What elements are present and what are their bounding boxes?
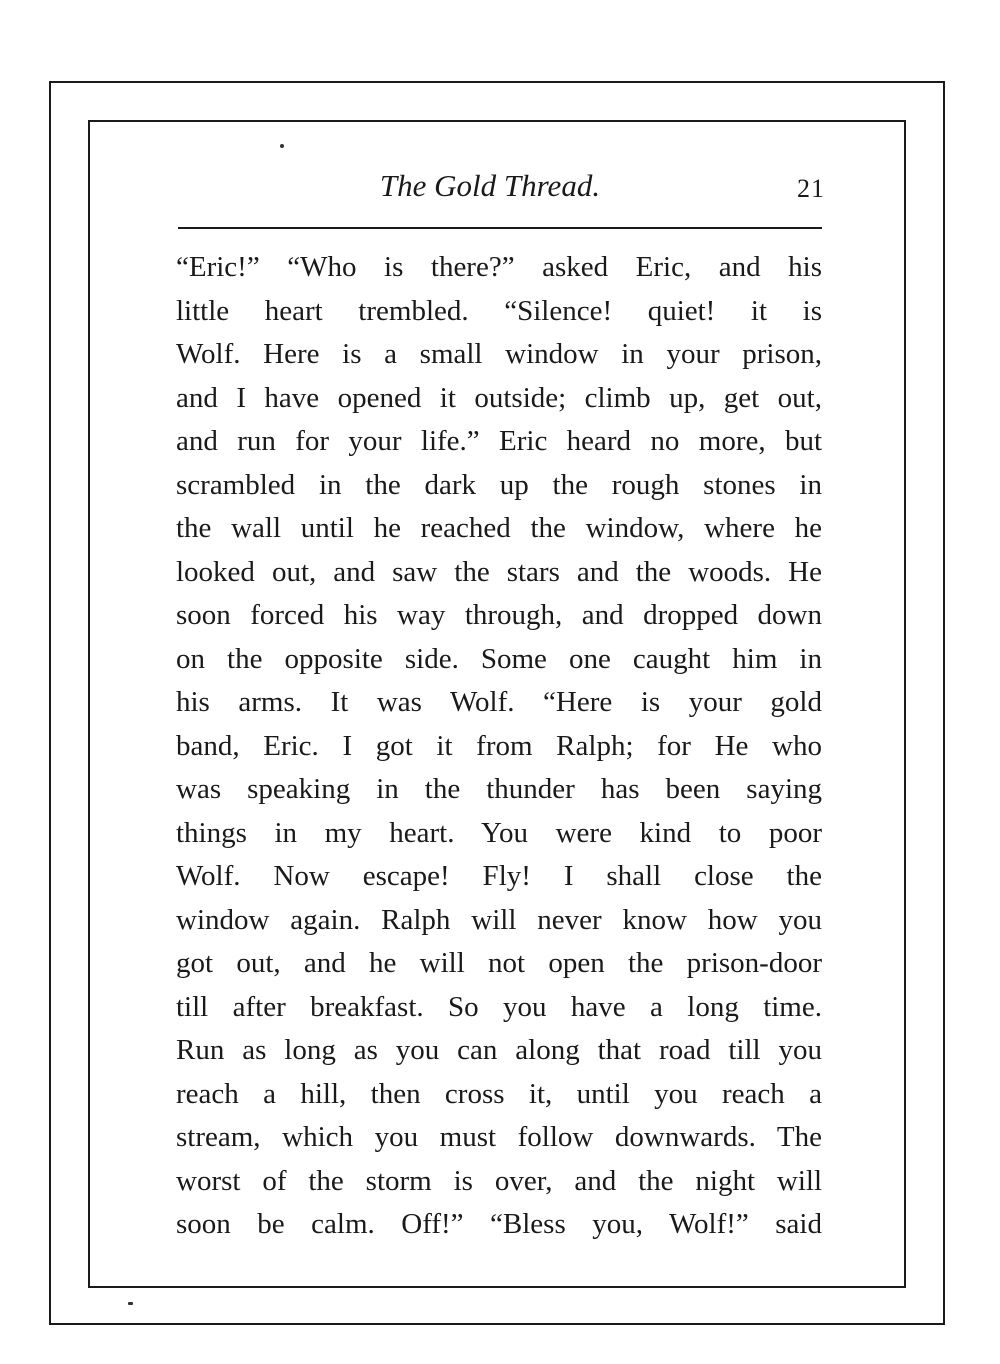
text-line: till after breakfast. So you have a long time. bbox=[176, 990, 822, 1023]
text-line: soon be calm. Off!” “Bless you, Wolf!” said bbox=[176, 1208, 822, 1240]
text-line: reach a hill, then cross it, until you reach a bbox=[176, 1077, 822, 1110]
text-line: the wall until he reached the window, where he bbox=[176, 512, 822, 544]
text-line: his arms. It was Wolf. “Here is your gold bbox=[176, 686, 822, 718]
text-line: and run for your life.” Eric heard no more, but bbox=[176, 425, 822, 457]
text-line: things in my heart. You were kind to poor bbox=[176, 816, 822, 849]
text-line: got out, and he will not open the prison-door bbox=[176, 947, 822, 979]
text-line: was speaking in the thunder has been saying bbox=[176, 773, 822, 805]
text-line: Wolf. Here is a small window in your prison, bbox=[176, 338, 822, 370]
page-number: 21 bbox=[797, 174, 825, 203]
text-line: scrambled in the dark up the rough stones in bbox=[176, 468, 822, 501]
header-rule bbox=[178, 227, 822, 229]
text-line: stream, which you must follow downwards. The bbox=[176, 1121, 822, 1153]
print-speck bbox=[280, 144, 284, 148]
running-title: The Gold Thread. bbox=[379, 168, 601, 203]
body-text bbox=[176, 246, 822, 1247]
text-line: on the opposite side. Some one caught him in bbox=[176, 642, 822, 675]
text-line: and I have opened it outside; climb up, get out, bbox=[176, 381, 822, 414]
text-line: worst of the storm is over, and the night will bbox=[176, 1164, 822, 1197]
print-speck bbox=[128, 1302, 133, 1305]
text-line: band, Eric. I got it from Ralph; for He who bbox=[176, 729, 822, 762]
text-line: soon forced his way through, and dropped down bbox=[176, 599, 822, 631]
text-line: Wolf. Now escape! Fly! I shall close the bbox=[176, 860, 822, 892]
text-line: looked out, and saw the stars and the woods. He bbox=[176, 555, 822, 588]
text-line: “Eric!” “Who is there?” asked Eric, and his bbox=[176, 251, 822, 283]
text-line: Run as long as you can along that road till you bbox=[176, 1034, 822, 1066]
text-line: window again. Ralph will never know how you bbox=[176, 903, 822, 936]
text-line: little heart trembled. “Silence! quiet! it is bbox=[176, 294, 822, 327]
